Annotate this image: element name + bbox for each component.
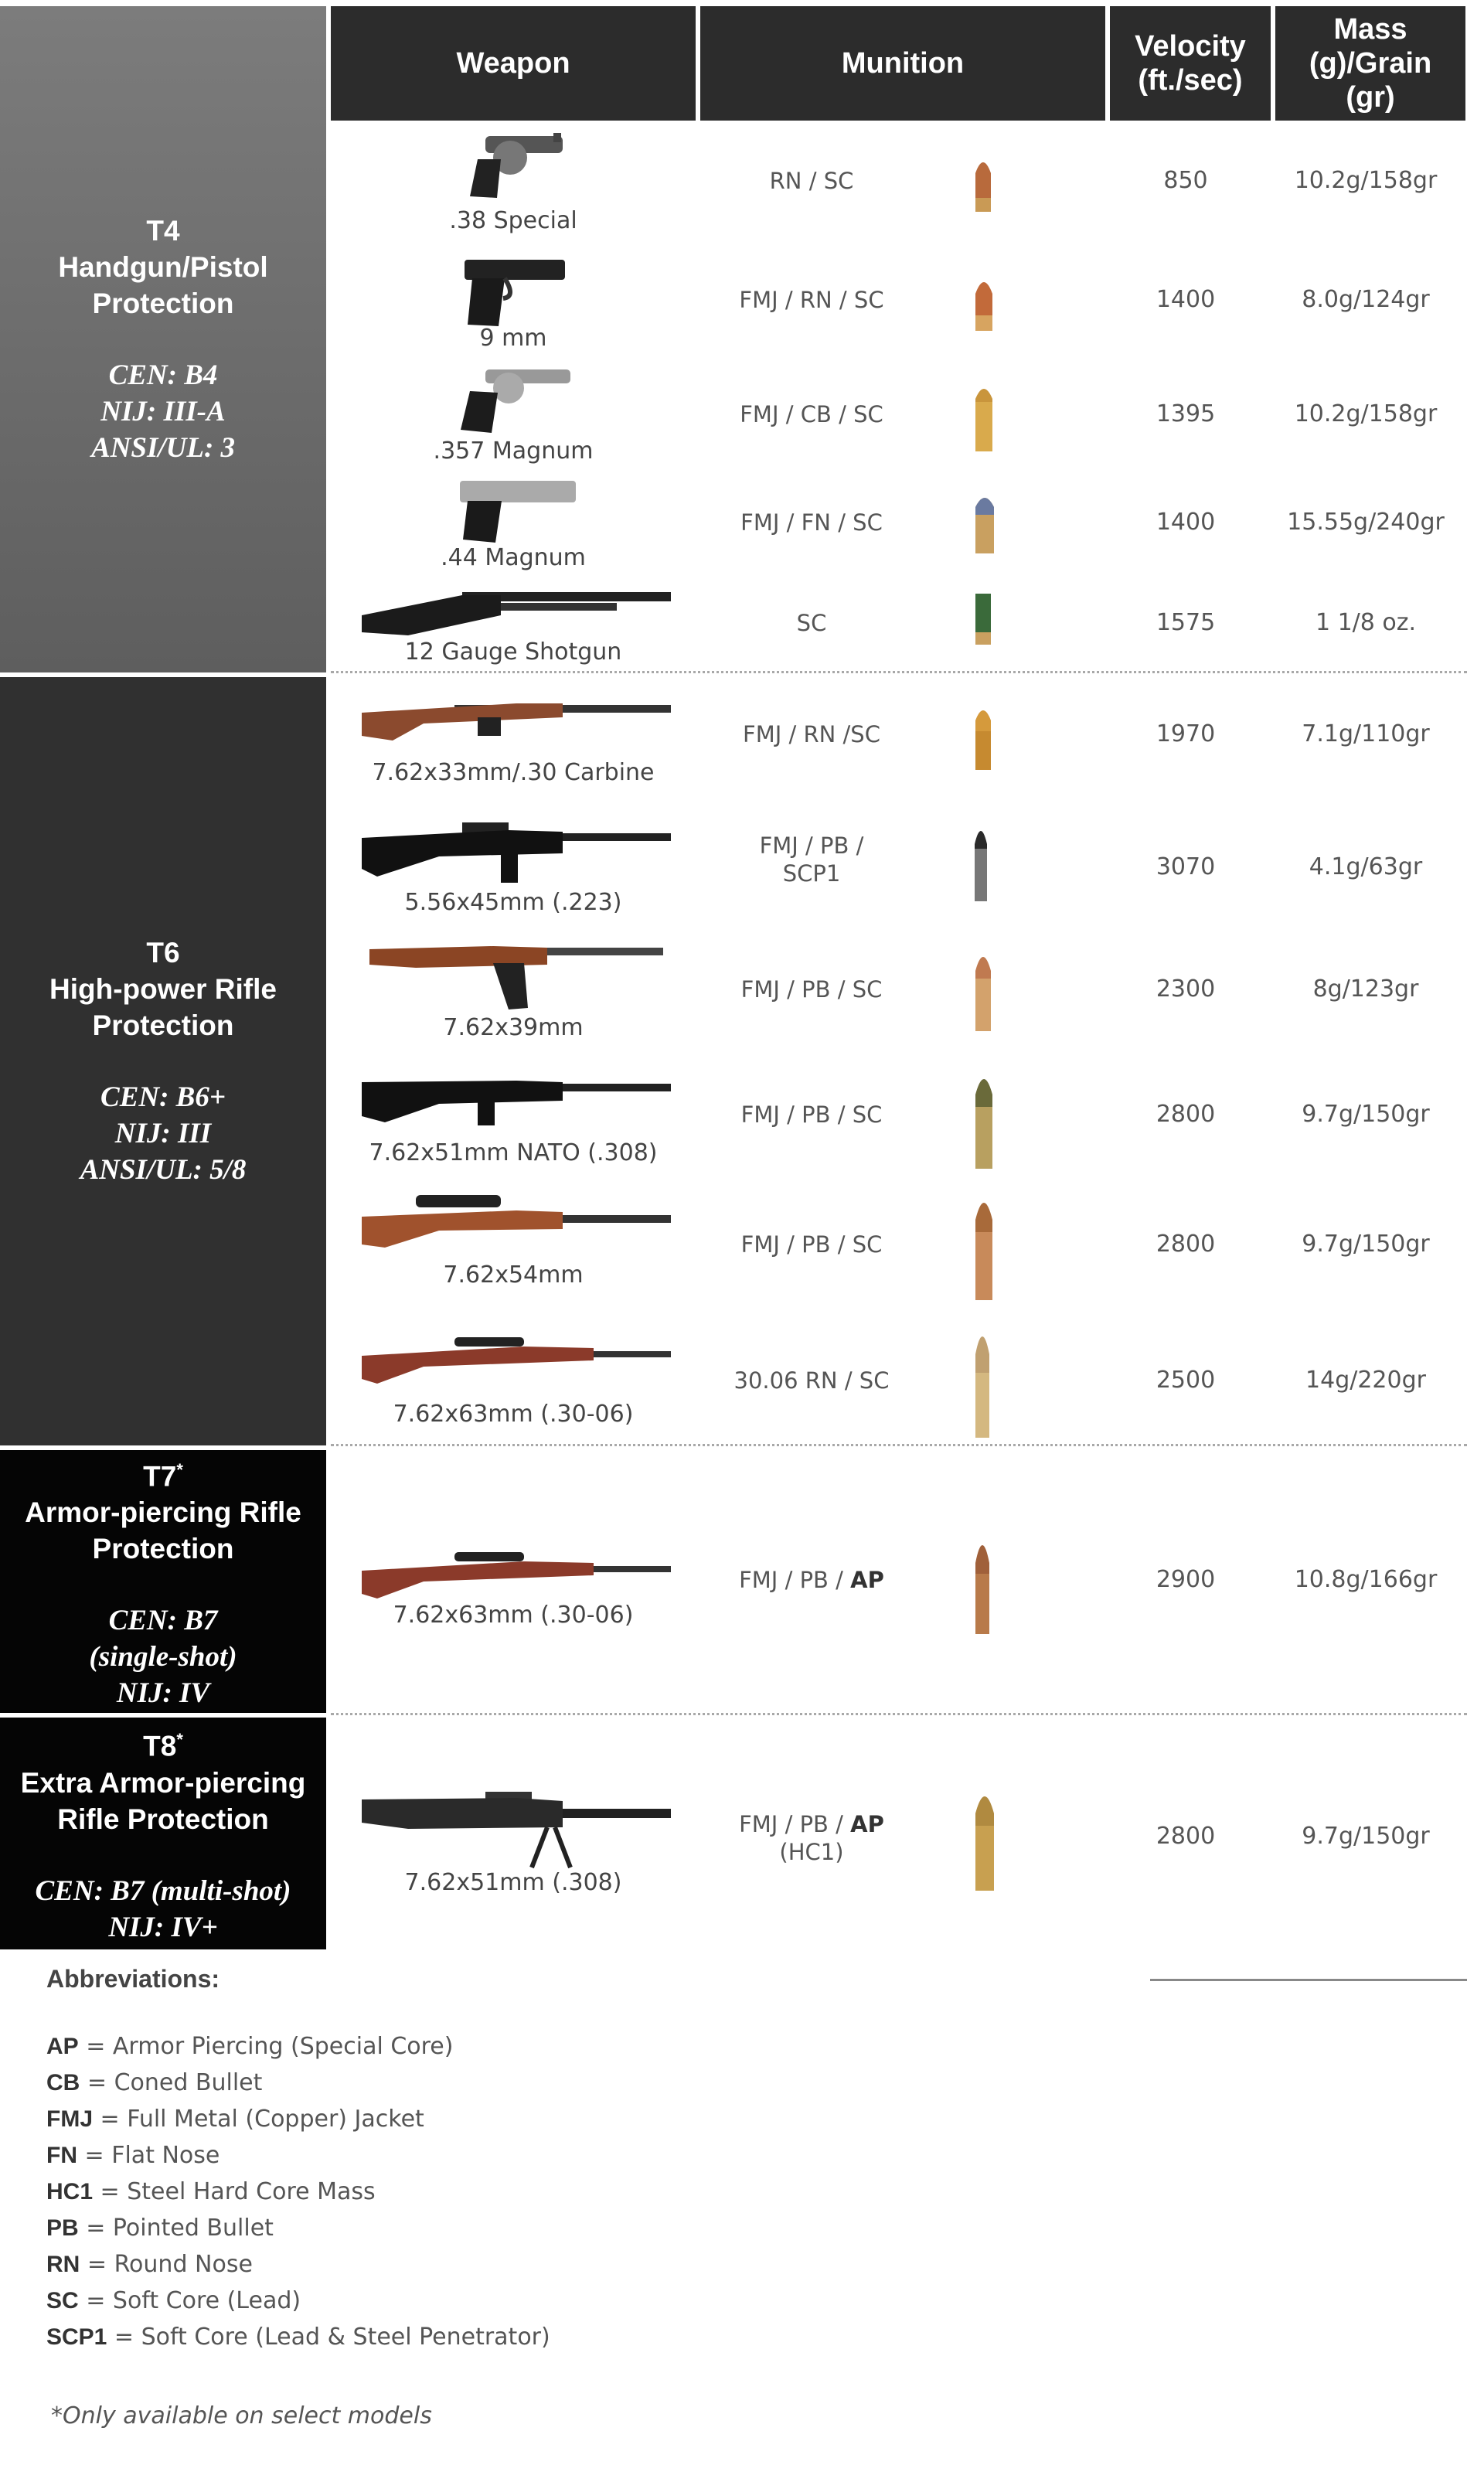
munition-type: FMJ / CB / SC <box>740 401 883 427</box>
weapon-name: .44 Magnum <box>441 544 586 571</box>
bullet-icon <box>974 1527 991 1636</box>
footnote: *Only available on select models <box>51 2402 432 2429</box>
rifle-icon <box>362 1547 671 1602</box>
velocity-value: 2300 <box>1156 975 1216 1003</box>
velocity-value: 1970 <box>1156 720 1216 747</box>
bullet-icon <box>974 1779 996 1892</box>
abbreviations-section <box>46 1965 550 2355</box>
table-row <box>331 677 1467 793</box>
munition-type: FMJ / PB / SC <box>740 976 883 1003</box>
abbreviation-item: SCP1 = Soft Core (Lead & Steel Penetrator) <box>46 2324 550 2351</box>
table-row <box>331 926 1467 1050</box>
rifle-icon <box>362 1333 671 1387</box>
carbine-icon <box>362 689 671 744</box>
weapon-name: 7.62x39mm <box>443 1014 584 1041</box>
table-row <box>331 467 1467 575</box>
velocity-value: 850 <box>1163 167 1208 194</box>
table-row <box>331 240 1467 356</box>
pistol-icon <box>451 250 574 328</box>
abbreviation-item: SC = Soft Core (Lead) <box>46 2287 301 2314</box>
mass-value: 14g/220gr <box>1305 1367 1426 1394</box>
weapon-name: .38 Special <box>449 207 577 234</box>
bullet-icon <box>974 943 992 1033</box>
velocity-value: 1400 <box>1156 509 1216 536</box>
abbreviation-item: CB = Coned Bullet <box>46 2069 263 2096</box>
machine-gun-icon <box>362 1784 671 1869</box>
munition-type: FMJ / PB / SC <box>740 1231 883 1258</box>
weapon-name: 7.62x63mm (.30-06) <box>393 1602 634 1629</box>
abbreviation-item: PB = Pointed Bullet <box>46 2215 274 2242</box>
bullet-icon <box>974 271 994 332</box>
bullet-icon <box>974 818 988 903</box>
mass-value: 8.0g/124gr <box>1302 286 1430 313</box>
mass-value: 8g/123gr <box>1312 975 1419 1003</box>
weapon-name: 7.62x54mm <box>443 1261 584 1289</box>
abbreviation-item: RN = Round Nose <box>46 2251 253 2278</box>
munition-type: 30.06 RN / SC <box>733 1367 890 1394</box>
abbreviations-title: Abbreviations: <box>46 1965 220 1993</box>
shotgun-icon <box>362 584 671 638</box>
sniper-rifle-icon <box>362 1190 671 1252</box>
munition-type: FMJ / PB / AP (HC1) <box>739 1811 884 1865</box>
table-row <box>331 1051 1467 1175</box>
mass-value: 10.2g/158gr <box>1294 167 1438 194</box>
abbreviation-item: FMJ = Full Metal (Copper) Jacket <box>46 2106 424 2133</box>
tier-t4: T4 Handgun/Pistol Protection CEN: B4 NIJ: III-A ANSI/UL: 3 <box>0 6 326 672</box>
tier-t8: T8* Extra Armor-piercing Rifle Protection CEN: B7 (multi-shot) NIJ: IV+ <box>0 1718 326 1949</box>
mass-value: 9.7g/150gr <box>1302 1823 1430 1850</box>
table-row <box>331 577 1467 673</box>
table-row <box>331 357 1467 465</box>
abbreviation-item: FN = Flat Nose <box>46 2142 220 2169</box>
bullet-icon <box>974 1064 994 1170</box>
bullet-icon <box>974 700 992 771</box>
bullet-icon <box>974 1319 991 1439</box>
header-munition: Munition <box>700 6 1105 121</box>
velocity-value: 2800 <box>1156 1231 1216 1258</box>
rifle-icon <box>362 815 671 884</box>
table-row <box>331 1450 1467 1715</box>
pistol-icon <box>451 473 582 543</box>
mass-value: 9.7g/150gr <box>1302 1101 1430 1128</box>
bullet-icon <box>974 152 992 213</box>
velocity-value: 3070 <box>1156 853 1216 880</box>
weapon-name: 9 mm <box>479 325 547 352</box>
revolver-icon <box>454 128 578 202</box>
munition-type: FMJ / PB / SCP1 <box>759 832 864 887</box>
munition-type: SC <box>796 610 827 636</box>
shell-icon <box>974 594 992 645</box>
tier-t7: T7* Armor-piercing Rifle Protection CEN: B7 (single-shot) NIJ: IV <box>0 1450 326 1713</box>
weapon-name: 12 Gauge Shotgun <box>404 638 622 666</box>
mass-value: 10.8g/166gr <box>1294 1566 1438 1593</box>
mass-value: 9.7g/150gr <box>1302 1231 1430 1258</box>
munition-type: FMJ / PB / SC <box>740 1101 883 1128</box>
velocity-value: 2800 <box>1156 1823 1216 1850</box>
weapon-name: .357 Magnum <box>433 438 594 465</box>
revolver-icon <box>447 362 578 435</box>
munition-type: FMJ / RN / SC <box>739 287 884 313</box>
velocity-value: 1400 <box>1156 286 1216 313</box>
weapon-name: 7.62x33mm/.30 Carbine <box>372 759 655 786</box>
mass-value: 15.55g/240gr <box>1287 509 1445 536</box>
bullet-icon <box>974 379 994 453</box>
abbreviation-item: HC1 = Steel Hard Core Mass <box>46 2178 376 2205</box>
mass-value: 10.2g/158gr <box>1294 400 1438 427</box>
munition-type: FMJ / PB / AP <box>739 1567 884 1593</box>
abbreviation-item: AP = Armor Piercing (Special Core) <box>46 2033 454 2060</box>
bullet-icon <box>974 1186 994 1302</box>
velocity-value: 2800 <box>1156 1101 1216 1128</box>
weapon-name: 7.62x51mm NATO (.308) <box>369 1139 658 1166</box>
velocity-value: 2500 <box>1156 1367 1216 1394</box>
weapon-name: 5.56x45mm (.223) <box>404 889 622 916</box>
velocity-value: 1395 <box>1156 400 1216 427</box>
table-row <box>331 124 1467 238</box>
munition-type: FMJ / RN /SC <box>743 721 880 747</box>
table-row <box>331 1309 1467 1446</box>
weapon-name: 7.62x63mm (.30-06) <box>393 1401 634 1428</box>
velocity-value: 2900 <box>1156 1566 1216 1593</box>
rifle-icon <box>369 934 663 1011</box>
tier-t6: T6 High-power Rifle Protection CEN: B6+ NIJ: III ANSI/UL: 5/8 <box>0 677 326 1445</box>
mass-value: 1 1/8 oz. <box>1315 609 1417 636</box>
divider-line <box>1150 1979 1467 1981</box>
table-row <box>331 1718 1467 1949</box>
header-mass: Mass (g)/Grain (gr) <box>1275 6 1465 121</box>
munition-type: RN / SC <box>769 168 854 194</box>
mass-value: 7.1g/110gr <box>1302 720 1430 747</box>
munition-type: FMJ / FN / SC <box>740 509 883 536</box>
table-header <box>331 6 1465 121</box>
rifle-icon <box>362 1067 671 1129</box>
header-velocity: Velocity (ft./sec) <box>1110 6 1271 121</box>
mass-value: 4.1g/63gr <box>1309 853 1423 880</box>
weapon-name: 7.62x51mm (.308) <box>404 1869 622 1896</box>
bullet-icon <box>974 489 996 555</box>
velocity-value: 1575 <box>1156 609 1216 636</box>
table-row <box>331 795 1467 924</box>
table-row <box>331 1176 1467 1308</box>
header-weapon: Weapon <box>331 6 696 121</box>
